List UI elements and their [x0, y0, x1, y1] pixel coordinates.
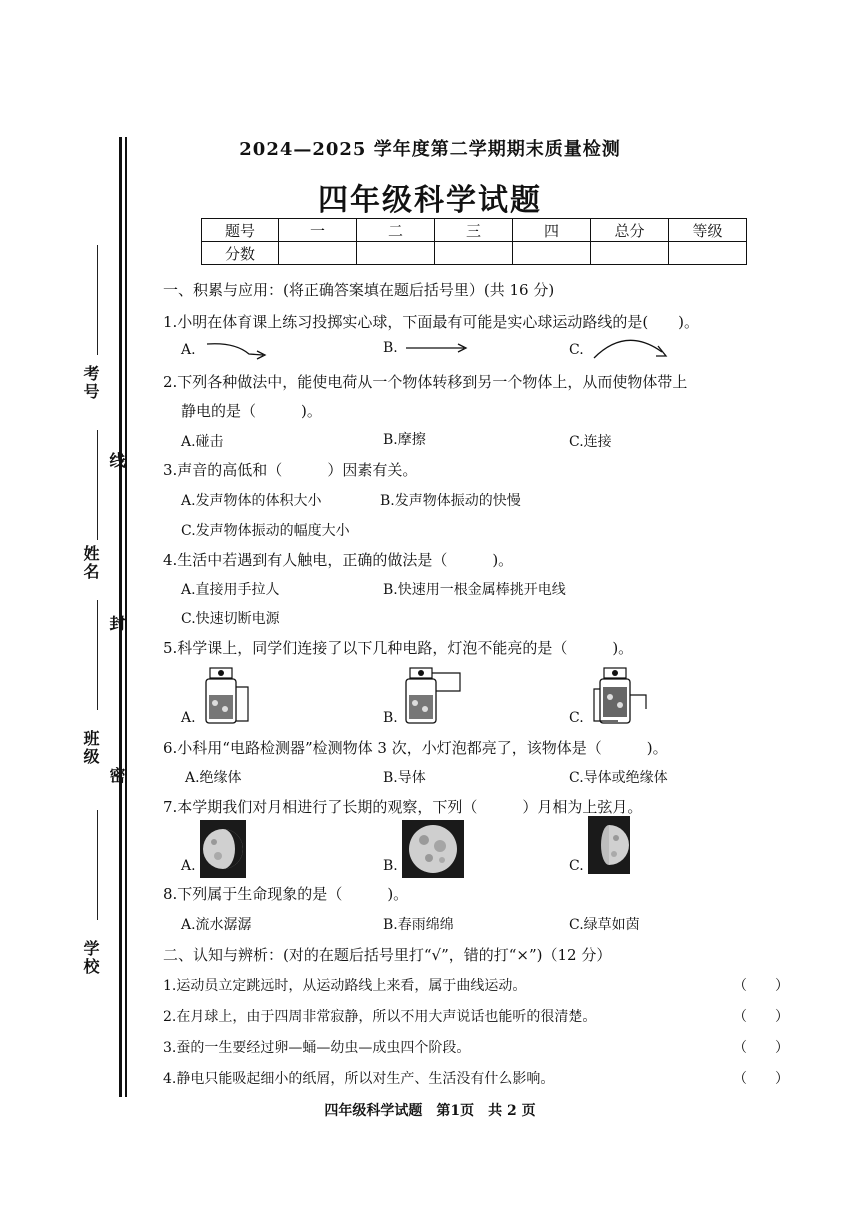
q6-option-c: C.导体或绝缘体	[569, 770, 668, 786]
judge-item-3: 3.蚕的一生要经过卵—蛹—幼虫—成虫四个阶段。	[163, 1040, 471, 1056]
term-title: 2024—2025 学年度第二学期期末质量检测	[239, 139, 621, 160]
moon-full-icon	[402, 820, 464, 878]
q8-option-c: C.绿草如茵	[569, 917, 640, 933]
score-cell: 二	[357, 219, 435, 242]
school-label: 学校	[81, 940, 100, 976]
score-input-cell[interactable]	[279, 242, 357, 265]
q7-stem: 7.本学期我们对月相进行了长期的观察，下列（ ）月相为上弦月。	[163, 798, 643, 816]
q6-stem: 6.小科用“电路检测器”检测物体 3 次，小灯泡都亮了，该物体是（ )。	[163, 739, 668, 757]
moon-gibbous-icon	[200, 820, 246, 878]
q4-stem: 4.生活中若遇到有人触电，正确的做法是（ )。	[163, 551, 514, 569]
q2-stem-line2: 静电的是（ )。	[181, 402, 322, 420]
q1-option-b: B.	[383, 340, 398, 356]
moon-first-quarter-icon	[588, 816, 630, 874]
answer-paren-2[interactable]: （ ）	[733, 1009, 789, 1025]
q5-option-c: C.	[569, 710, 584, 726]
q4-option-c: C.快速切断电源	[181, 611, 280, 627]
name-label: 姓名	[81, 545, 100, 581]
curve-down-path-icon	[205, 340, 267, 362]
judge-item-4: 4.静电只能吸起细小的纸屑，所以对生产、生活没有什么影响。	[163, 1071, 555, 1087]
page-footer: 四年级科学试题 第1页 共 2 页	[324, 1103, 536, 1119]
score-cell: 四	[513, 219, 591, 242]
circuit-bulb-icon	[400, 665, 464, 727]
q2-stem-line1: 2.下列各种做法中，能使电荷从一个物体转移到另一个物体上，从而使物体带上	[163, 373, 688, 391]
q8-option-a: A.流水潺潺	[181, 917, 252, 933]
section2-heading: 二、认知与辨析：(对的在题后括号里打“√”，错的打“×”)（12 分）	[163, 946, 612, 964]
score-input-cell[interactable]	[669, 242, 747, 265]
q5-option-b: B.	[383, 710, 398, 726]
q5-stem: 5.科学课上，同学们连接了以下几种电路，灯泡不能亮的是（ )。	[163, 639, 634, 657]
score-table-header-row	[202, 219, 747, 242]
seal-mark-mi: 密	[107, 767, 126, 785]
q6-option-b: B.导体	[383, 770, 426, 786]
exam-no-line	[97, 245, 98, 355]
q4-option-b: B.快速用一根金属棒挑开电线	[383, 582, 566, 598]
class-label: 班级	[81, 730, 100, 766]
answer-paren-3[interactable]: （ ）	[733, 1040, 789, 1056]
circuit-bulb-icon	[200, 665, 260, 727]
score-input-cell[interactable]	[591, 242, 669, 265]
answer-paren-4[interactable]: （ ）	[733, 1071, 789, 1087]
school-line	[97, 810, 98, 920]
score-cell: 题号	[202, 219, 279, 242]
seal-mark-feng: 封	[107, 615, 126, 633]
section1-heading: 一、积累与应用：(将正确答案填在题后括号里）(共 16 分)	[163, 281, 555, 299]
name-line	[97, 430, 98, 540]
class-line	[97, 600, 98, 710]
score-input-cell[interactable]	[357, 242, 435, 265]
q1-stem: 1.小明在体育课上练习投掷实心球，下面最有可能是实心球运动路线的是( )。	[163, 313, 700, 331]
q7-option-b: B.	[383, 858, 398, 874]
exam-no-label: 考号	[81, 365, 100, 401]
paper-title: 四年级科学试题	[318, 183, 542, 218]
parabola-path-icon	[592, 328, 674, 362]
q2-option-b: B.摩擦	[383, 432, 426, 448]
q8-option-b: B.春雨绵绵	[383, 917, 454, 933]
score-cell: 等级	[669, 219, 747, 242]
q7-option-a: A.	[181, 858, 196, 874]
q2-option-c: C.连接	[569, 434, 612, 450]
q4-option-a: A.直接用手拉人	[181, 582, 280, 598]
score-input-cell[interactable]	[435, 242, 513, 265]
q5-option-a: A.	[181, 710, 196, 726]
q6-option-a: A.绝缘体	[185, 770, 242, 786]
q1-option-c: C.	[569, 342, 584, 358]
seal-mark-xian: 线	[107, 452, 126, 470]
q2-option-a: A.碰击	[181, 434, 224, 450]
score-cell: 总分	[591, 219, 669, 242]
judge-item-1: 1.运动员立定跳远时，从运动路线上来看，属于曲线运动。	[163, 978, 527, 994]
score-table-score-row	[202, 242, 747, 265]
circuit-bulb-icon	[590, 665, 656, 727]
judge-item-2: 2.在月球上，由于四周非常寂静，所以不用大声说话也能听的很清楚。	[163, 1009, 597, 1025]
score-row-label: 分数	[202, 242, 279, 265]
q3-option-b: B.发声物体振动的快慢	[380, 493, 521, 509]
q1-option-a: A.	[181, 342, 196, 358]
q7-option-c: C.	[569, 858, 584, 874]
straight-path-icon	[404, 340, 468, 356]
score-cell: 三	[435, 219, 513, 242]
q3-option-c: C.发声物体振动的幅度大小	[181, 523, 350, 539]
score-table	[201, 218, 747, 265]
answer-paren-1[interactable]: （ ）	[733, 978, 789, 994]
score-cell: 一	[279, 219, 357, 242]
q3-stem: 3.声音的高低和（ ）因素有关。	[163, 461, 418, 479]
q8-stem: 8.下列属于生命现象的是（ )。	[163, 885, 409, 903]
score-input-cell[interactable]	[513, 242, 591, 265]
q3-option-a: A.发声物体的体积大小	[181, 493, 322, 509]
